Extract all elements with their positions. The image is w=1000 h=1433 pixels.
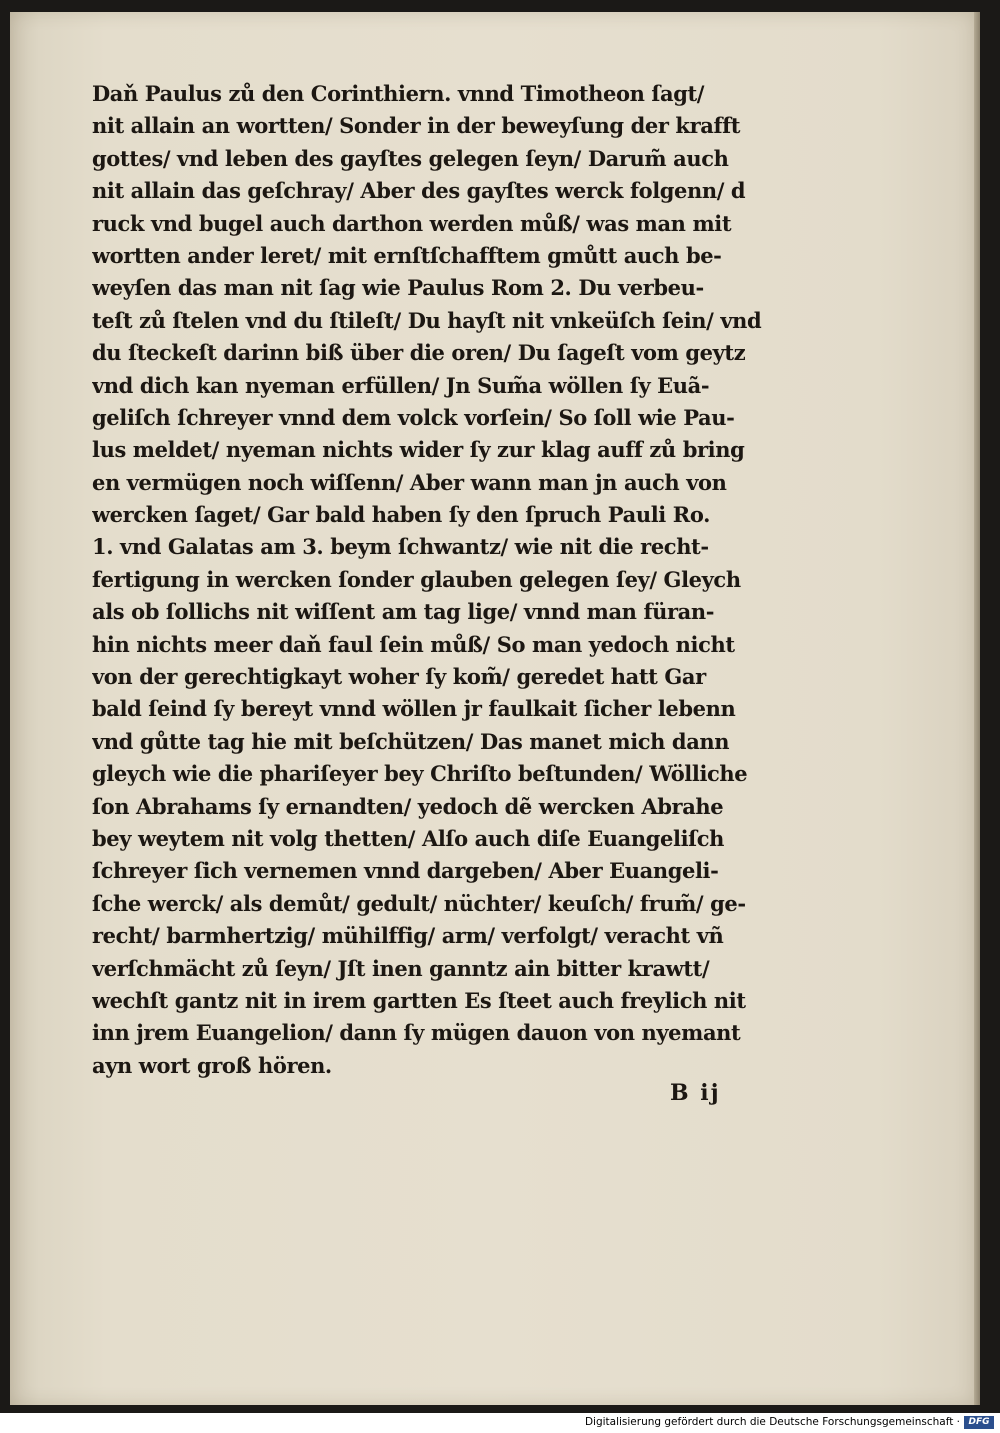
- text-line: wortten ander leret/ mit ernſtſchafftem gmůtt auch be-: [92, 242, 722, 268]
- text-line: geliſch ſchreyer vnnd dem volck vorſein/ So ſoll wie Pau-: [92, 404, 735, 430]
- text-line: bald ſeind ſy bereyt vnnd wöllen jr faulkait ſicher lebenn: [92, 696, 736, 722]
- text-line: vnd dich kan nyeman erfüllen/ Jn Sum̃a wöllen ſy Euã-: [92, 372, 710, 398]
- text-block: [92, 78, 792, 1082]
- text-line: ruck vnd bugel auch darthon werden můß/ was man mit: [92, 210, 732, 236]
- text-line: recht/ barmhertzig/ mühilffig/ arm/ verfolgt/ veracht vñ: [92, 923, 724, 949]
- text-line: ſon Abrahams ſy ernandten/ yedoch dẽ wercken Abrahe: [92, 793, 724, 819]
- text-line: nit allain das geſchray/ Aber des gayſtes werck folgenn/ d: [92, 178, 746, 204]
- signature-mark: B ij: [670, 1080, 721, 1106]
- text-line: Daň Paulus zů den Corinthiern. vnnd Timotheon ſagt/: [92, 81, 705, 106]
- text-line: gleych wie die phariſeyer bey Chriſto beſtunden/ Wölliche: [92, 761, 748, 787]
- text-line: ſchreyer ſich vernemen vnnd dargeben/ Aber Euangeli-: [92, 858, 719, 884]
- text-line: en vermügen noch wiſſenn/ Aber wann man jn auch von: [92, 469, 727, 495]
- text-line: hin nichts meer daň faul ſein můß/ So man yedoch nicht: [92, 631, 735, 657]
- text-line: weyſen das man nit ſag wie Paulus Rom 2. Du verbeu-: [92, 275, 704, 301]
- text-line: von der gerechtigkayt woher ſy kom̃/ geredet hatt Gar: [92, 664, 706, 690]
- text-line: verſchmächt zů ſeyn/ Jſt inen ganntz ain bitter krawtt/: [92, 955, 710, 981]
- text-line: wechſt gantz nit in irem gartten Es ſteet auch freylich nit: [92, 987, 746, 1013]
- funding-credit: Digitalisierung gefördert durch die Deutsche Forschungsgemeinschaft ·: [584, 1416, 960, 1428]
- footer: [0, 1413, 1000, 1433]
- dfg-logo: DFG: [964, 1416, 994, 1429]
- text-line: bey weytem nit volg thetten/ Alſo auch diſe Euangeliſch: [92, 825, 725, 851]
- text-line: lus meldet/ nyeman nichts wider ſy zur klag auff zů bring: [92, 437, 745, 463]
- text-line: teſt zů ſtelen vnd du ſtileſt/ Du hayſt nit vnkeüſch ſein/ vnd: [92, 307, 762, 333]
- page-edge: [974, 12, 980, 1405]
- text-line: ſche werck/ als demůt/ gedult/ nüchter/ keuſch/ frum̃/ ge-: [92, 890, 746, 916]
- text-line: nit allain an wortten/ Sonder in der beweyſung der krafft: [92, 113, 741, 139]
- text-line: ayn wort groß hören.: [92, 1052, 332, 1078]
- text-line: wercken ſaget/ Gar bald haben ſy den ſpruch Pauli Ro.: [92, 502, 710, 528]
- text-line: vnd gůtte tag hie mit beſchützen/ Das manet mich dann: [92, 728, 730, 754]
- text-line: als ob ſollichs nit wiſſent am tag lige/ vnnd man füran-: [92, 599, 715, 625]
- text-line: 1. vnd Galatas am 3. beym ſchwantz/ wie nit die recht-: [92, 534, 709, 560]
- text-line: inn jrem Euangelion/ dann ſy mügen dauon von nyemant: [92, 1020, 741, 1046]
- book-page: [10, 12, 974, 1405]
- text-line: du ſteckeſt darinn biß über die oren/ Du ſageſt vom geytz: [92, 340, 746, 366]
- text-line: fertigung in wercken ſonder glauben gelegen ſey/ Gleych: [92, 566, 741, 592]
- text-line: gottes/ vnd leben des gayſtes gelegen ſeyn/ Darum̃ auch: [92, 145, 729, 171]
